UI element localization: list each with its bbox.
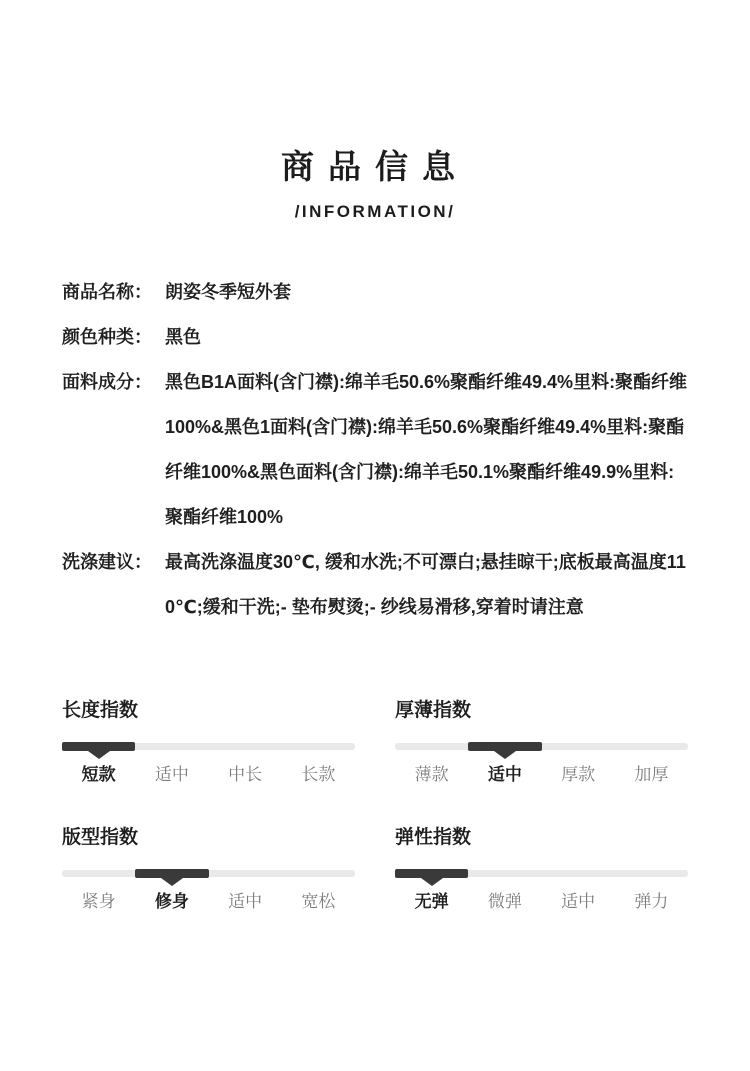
index-option: 厚款 [561,765,596,784]
info-row-color [62,315,688,360]
slider-pointer-icon [421,878,443,886]
slider-pointer-icon [161,878,183,886]
thickness-index-title: 厚薄指数 [395,700,472,721]
index-option: 弹力 [634,892,669,911]
color-value: 黑色 [165,327,201,347]
fit-index-options [62,891,355,913]
slider-pointer-icon [88,751,110,759]
elasticity-index-section [395,825,688,913]
index-option: 薄款 [414,765,449,784]
fabric-value: 黑色B1A面料(含门襟):绵羊毛50.6%聚酯纤维49.4%里料:聚酯纤维100%&黑色1面料(含门襟):绵羊毛50.6%聚酯纤维49.4%里料:聚酯纤维100%&黑色面料(含门襟):绵羊毛50.1%聚酯纤维49.9%里料:聚酯纤维100% [165,372,688,527]
index-option: 适中 [561,892,596,911]
page-header [0,148,750,222]
washing-label: 洗涤建议： [62,552,152,572]
product-name-label: 商品名称： [62,282,152,302]
length-index-section [62,698,355,786]
fit-index-title: 版型指数 [62,827,139,848]
elasticity-index-slider [395,869,688,878]
index-option: 微弹 [487,892,522,911]
slider-active-segment [62,742,135,751]
info-row-washing [62,540,688,630]
index-option: 无弹 [414,892,449,911]
page-subtitle: /INFORMATION/ [294,202,456,221]
index-option: 适中 [228,892,263,911]
info-row-product-name [62,270,688,315]
product-info-list [62,270,688,630]
index-grid [62,698,688,913]
slider-active-segment [468,742,541,751]
index-option: 修身 [154,892,189,911]
color-label: 颜色种类： [62,327,152,347]
thickness-index-slider [395,742,688,751]
index-option: 中长 [228,765,263,784]
thickness-index-section [395,698,688,786]
index-option: 适中 [154,765,189,784]
index-option: 适中 [487,765,522,784]
page-title: 商品信息 [281,148,469,185]
slider-pointer-icon [494,751,516,759]
fabric-label: 面料成分： [62,372,152,392]
index-option: 加厚 [634,765,669,784]
thickness-index-options [395,764,688,786]
product-name-value: 朗姿冬季短外套 [165,282,291,302]
elasticity-index-title: 弹性指数 [395,827,472,848]
washing-value: 最高洗涤温度30℃, 缓和水洗;不可漂白;悬挂晾干;底板最高温度110℃;缓和干洗;- 垫布熨烫;- 纱线易滑移,穿着时请注意 [165,552,686,617]
index-option: 紧身 [81,892,116,911]
slider-active-segment [395,869,468,878]
slider-track [395,743,688,750]
fit-index-slider [62,869,355,878]
index-option: 长款 [301,765,336,784]
slider-active-segment [135,869,208,878]
elasticity-index-options [395,891,688,913]
length-index-slider [62,742,355,751]
index-option: 宽松 [301,892,336,911]
length-index-title: 长度指数 [62,700,139,721]
length-index-options [62,764,355,786]
fit-index-section [62,825,355,913]
index-option: 短款 [81,765,116,784]
info-row-fabric [62,360,688,540]
slider-track [62,870,355,877]
